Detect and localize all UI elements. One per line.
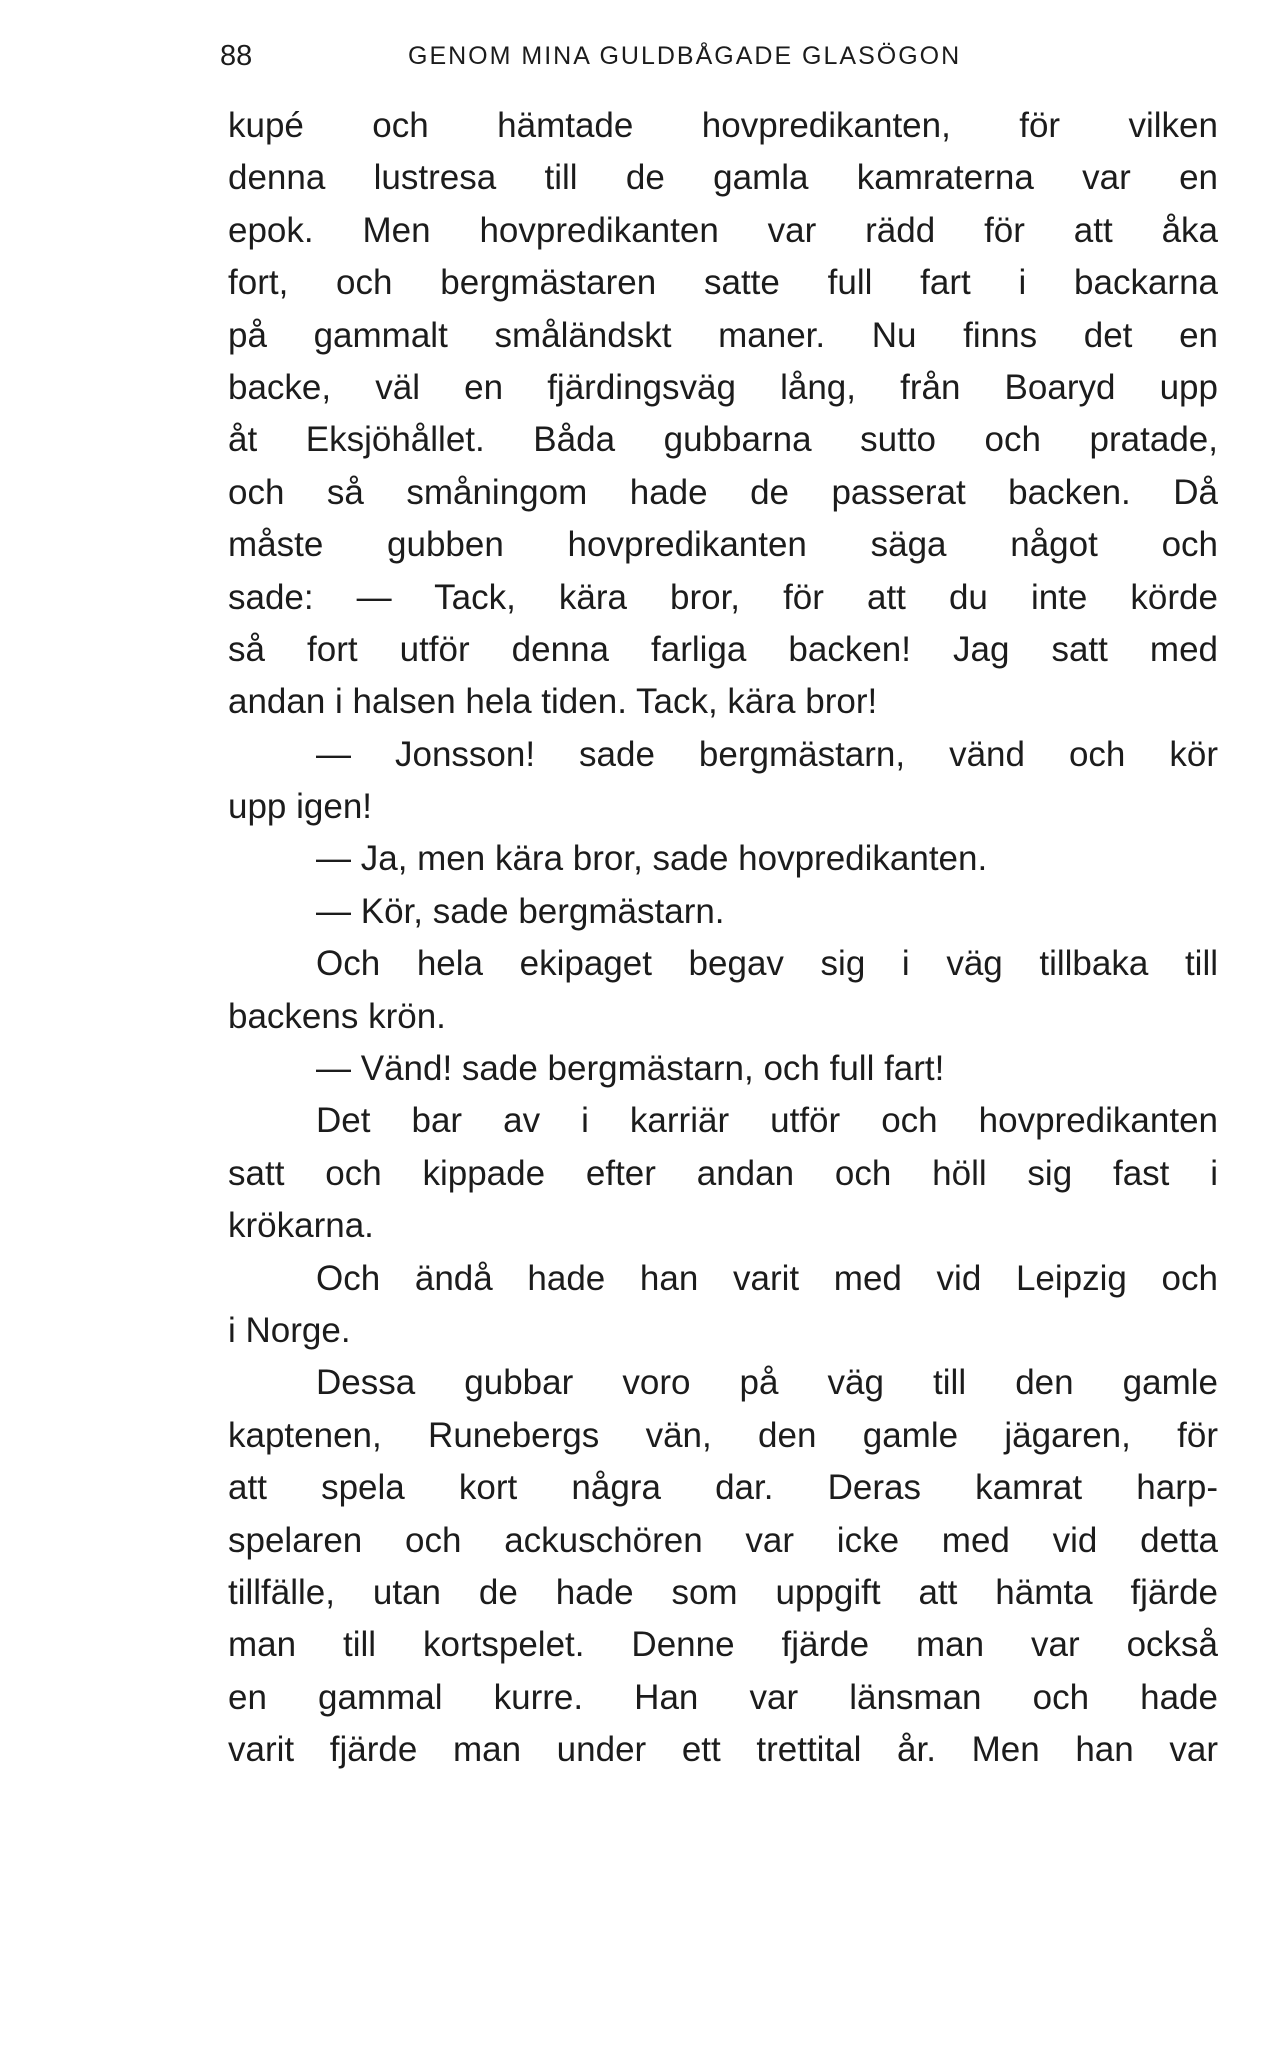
- text-line: krökarna.: [228, 1206, 374, 1246]
- text-line: i Norge.: [228, 1310, 351, 1350]
- text-line: — Vänd! sade bergmästarn, och full fart!: [316, 1049, 945, 1089]
- text-line: backens krön.: [228, 996, 446, 1036]
- text-line: epok. Men hovpredikanten var rädd för att åka: [228, 210, 1218, 250]
- text-line: att spela kort några dar. Deras kamrat harp-: [228, 1468, 1218, 1508]
- text-line: Och hela ekipaget begav sig i väg tillbaka till: [316, 944, 1218, 984]
- text-line: åt Eksjöhållet. Båda gubbarna sutto och pratade,: [228, 420, 1218, 460]
- text-line: kaptenen, Runebergs vän, den gamle jägaren, för: [228, 1415, 1218, 1455]
- text-line: så fort utför denna farliga backen! Jag satt med: [228, 629, 1218, 669]
- text-line: och så småningom hade de passerat backen. Då: [228, 472, 1218, 512]
- text-line: satt och kippade efter andan och höll sig fast i: [228, 1153, 1218, 1193]
- text-line: på gammalt småländskt maner. Nu finns det en: [228, 315, 1218, 355]
- text-line: — Kör, sade bergmästarn.: [316, 891, 725, 931]
- text-line: tillfälle, utan de hade som uppgift att hämta fjärde: [228, 1572, 1218, 1612]
- page-number: 88: [220, 40, 253, 72]
- text-line: andan i halsen hela tiden. Tack, kära bror!: [228, 682, 878, 722]
- text-line: Och ändå hade han varit med vid Leipzig och: [316, 1258, 1218, 1298]
- text-line: varit fjärde man under ett trettital år. Men han var: [228, 1730, 1218, 1770]
- text-line: kupé och hämtade hovpredikanten, för vilken: [228, 106, 1218, 145]
- text-line: man till kortspelet. Denne fjärde man var också: [228, 1625, 1218, 1665]
- text-line: Det bar av i karriär utför och hovpredikanten: [316, 1101, 1218, 1141]
- body-text: [228, 100, 1218, 1777]
- text-line: Dessa gubbar voro på väg till den gamle: [316, 1363, 1218, 1403]
- text-line: fort, och bergmästaren satte full fart i backarna: [228, 263, 1218, 303]
- text-line: backe, väl en fjärdingsväg lång, från Boaryd upp: [228, 367, 1218, 407]
- text-line: spelaren och ackuschören var icke med vid detta: [228, 1520, 1218, 1560]
- text-line: sade: — Tack, kära bror, för att du inte körde: [228, 577, 1218, 617]
- text-line: upp igen!: [228, 787, 373, 827]
- page-header: [220, 40, 1220, 80]
- text-line: — Jonsson! sade bergmästarn, vänd och kör: [316, 734, 1218, 774]
- text-line: måste gubben hovpredikanten säga något och: [228, 525, 1218, 565]
- text-line: denna lustresa till de gamla kamraterna var en: [228, 158, 1218, 198]
- running-title: GENOM MINA GULDBÅGADE GLASÖGON: [408, 42, 962, 70]
- text-line: — Ja, men kära bror, sade hovpredikanten.: [316, 839, 988, 879]
- text-line: en gammal kurre. Han var länsman och hade: [228, 1677, 1218, 1717]
